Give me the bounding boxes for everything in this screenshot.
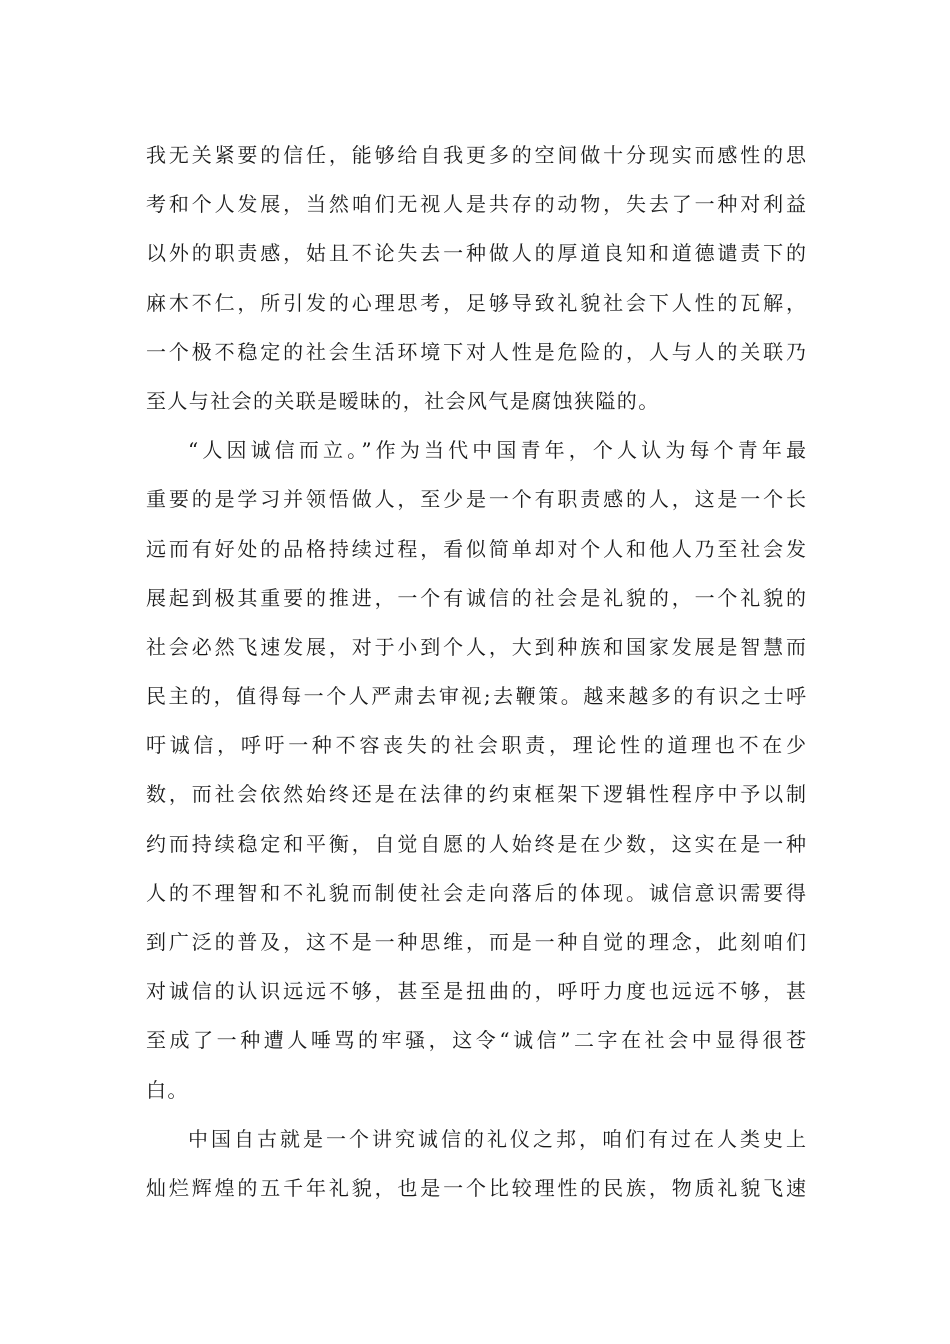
text-line: 重要的是学习并领悟做人，至少是一个有职责感的人，这是一个长 [146, 487, 806, 512]
text-line: 数，而社会依然始终还是在法律的约束框架下逻辑性程序中予以制 [146, 782, 806, 807]
text-line: 灿烂辉煌的五千年礼貌，也是一个比较理性的民族，物质礼貌飞速 [146, 1175, 806, 1200]
text-line: “人因诚信而立。”作为当代中国青年，个人认为每个青年最 [188, 438, 806, 463]
text-line: 我无关紧要的信任，能够给自我更多的空间做十分现实而感性的思 [146, 143, 806, 167]
text-line: 麻木不仁，所引发的心理思考，足够导致礼貌社会下人性的瓦解， [146, 290, 806, 315]
text-line: 以外的职责感，姑且不论失去一种做人的厚道良知和道德谴责下的 [146, 241, 806, 266]
text-line: 到广泛的普及，这不是一种思维，而是一种自觉的理念，此刻咱们 [146, 930, 806, 954]
text-line: 展起到极其重要的推进，一个有诚信的社会是礼貌的，一个礼貌的 [146, 585, 806, 610]
text-line: 考和个人发展，当然咱们无视人是共存的动物，失去了一种对利益 [146, 192, 806, 217]
text-line: 白。 [146, 1077, 189, 1102]
body-text [146, 131, 806, 1213]
text-line: 人的不理智和不礼貌而制使社会走向落后的体现。诚信意识需要得 [146, 880, 806, 905]
text-line: 中国自古就是一个讲究诚信的礼仪之邦，咱们有过在人类史上 [188, 1126, 806, 1151]
text-line: 远而有好处的品格持续过程，看似简单却对个人和他人乃至社会发 [146, 536, 806, 561]
text-line: 一个极不稳定的社会生活环境下对人性是危险的，人与人的关联乃 [146, 339, 806, 364]
text-line: 至人与社会的关联是暧昧的，社会风气是腐蚀狭隘的。 [146, 388, 660, 413]
text-line: 约而持续稳定和平衡，自觉自愿的人始终是在少数，这实在是一种 [146, 831, 806, 856]
text-line: 对诚信的认识远远不够，甚至是扭曲的，呼吁力度也远远不够，甚 [146, 979, 806, 1004]
text-line: 至成了一种遭人唾骂的牢骚，这令“诚信”二字在社会中显得很苍 [146, 1028, 806, 1053]
text-line: 社会必然飞速发展，对于小到个人，大到种族和国家发展是智慧而 [146, 634, 806, 659]
text-line: 吁诚信，呼吁一种不容丧失的社会职责，理论性的道理也不在少 [146, 733, 806, 758]
text-line: 民主的，值得每一个人严肃去审视;去鞭策。越来越多的有识之士呼 [146, 684, 806, 709]
